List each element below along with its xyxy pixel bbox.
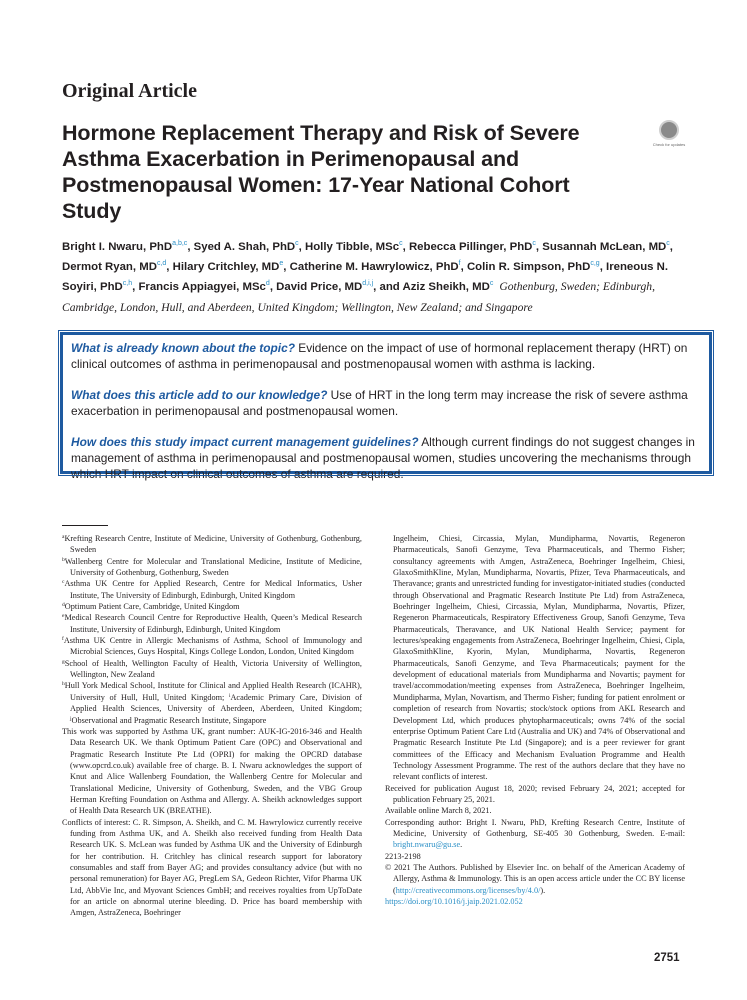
affiliation-text: Optimum Patient Care, Cambridge, United Kingdom (64, 602, 240, 612)
affiliation-text: Hull York Medical School, Institute for Clinical and Applied Health Research (ICAHR), University of Hull, Hull, United Kingdom; (64, 681, 362, 702)
check-for-updates-badge[interactable] (652, 120, 686, 150)
author-name: Catherine M. Hawrylowicz, PhD (289, 260, 459, 273)
footnotes-left-column (62, 533, 362, 919)
copyright-end: ). (540, 885, 546, 895)
author-affiliation-marker[interactable]: e (279, 259, 284, 267)
highlight-question: What does this article add to our knowledge? (71, 388, 328, 403)
author-affiliation-marker[interactable]: c (295, 240, 299, 247)
badge-label: Check for updates (652, 142, 686, 147)
copyright (385, 862, 685, 896)
highlights-box (60, 332, 712, 481)
affiliation-text: Krefting Research Centre, Institute of Medicine, University of Gothenburg, Gothenburg, Sweden (64, 534, 362, 555)
section-label: Original Article (62, 80, 197, 102)
affiliation-text: Asthma UK Centre in Allergic Mechanisms of Asthma, School of Immunology and Microbial Sciences, Guys Hospital, Kings College London, London, United Kingdom (63, 636, 362, 657)
available-online: Available online March 8, 2021. (385, 806, 492, 816)
author-separator: , (298, 241, 305, 253)
author-name: Holly Tibble, MSc (304, 241, 400, 253)
author-locations: Gothenburg, Sweden; Edinburgh, Cambridge, London, Hull, and Aberdeen, United Kingdom; Wellington, New Zealand; and Singapore (62, 280, 655, 314)
highlight-1 (71, 341, 701, 373)
article-title: Hormone Replacement Therapy and Risk of Severe Asthma Exacerbation in Perimenopausal and Postmenopausal Women: 17-Year National Cohort Study (62, 121, 580, 223)
affiliation-g (62, 658, 362, 681)
affiliation-text: Asthma UK Centre for Applied Research, Centre for Medical Informatics, Usher Institute, The University of Edinburgh, Edinburgh, United Kingdom (64, 579, 362, 600)
author-affiliation-marker[interactable]: a,b,c (172, 240, 188, 247)
page-number: 2751 (654, 952, 680, 964)
footnote-divider (62, 525, 108, 526)
author-affiliation-marker[interactable]: c (666, 240, 670, 247)
affiliation-marker: i (228, 692, 231, 699)
author-affiliation-marker[interactable]: c,d (156, 259, 167, 267)
author-separator: , (460, 260, 467, 273)
affiliation-e (62, 612, 362, 635)
affiliation-c (62, 578, 362, 601)
affiliation-b (62, 556, 362, 579)
affiliation-text: Medical Research Council Centre for Reproductive Health, Queen’s Medical Research Institute, University of Edinburgh, Edinburgh, United Kingdom (64, 613, 362, 634)
author-separator: , (283, 260, 290, 273)
footnotes-right-column (385, 533, 685, 907)
doi-link[interactable]: https://doi.org/10.1016/j.jaip.2021.02.052 (385, 897, 523, 906)
author-name: Ireneous N. Soyiri, PhD (62, 260, 669, 293)
affiliation-marker: f (62, 636, 64, 643)
author-separator: , (669, 241, 673, 253)
email-link[interactable]: bright.nwaru@gu.se (393, 840, 461, 850)
highlight-answer: Use of HRT in the long term may increase the risk of severe asthma exacerbation in perimenopausal and postmenopausal women. (71, 388, 688, 418)
affiliation-a (62, 533, 362, 556)
highlight-question: How does this study impact current management guidelines? (71, 435, 419, 450)
author-name: Rebecca Pillinger, PhD (408, 241, 533, 253)
author-name: David Price, MD (276, 281, 363, 293)
affiliation-marker: c (62, 579, 65, 586)
author-name: Bright I. Nwaru, PhD (62, 241, 173, 253)
author-name: Aziz Sheikh, MD (402, 281, 490, 293)
affiliation-marker: a (62, 534, 65, 540)
author-affiliation-marker[interactable]: c,h (122, 280, 133, 287)
affiliation-marker: j (70, 715, 72, 722)
author-affiliation-marker[interactable]: c,g (590, 259, 600, 267)
author-name: Colin R. Simpson, PhD (466, 260, 591, 273)
affiliation-text: Wallenberg Centre for Molecular and Translational Medicine, Institute of Medicine, University of Gothenburg, Gothenburg, Sweden (64, 556, 362, 578)
author-affiliation-marker[interactable]: c (399, 240, 403, 247)
affiliation-f (62, 635, 362, 658)
affiliation-text: School of Health, Wellington Faculty of Health, Victoria University of Wellington, Wellington, New Zealand (64, 658, 362, 680)
check-for-updates-icon (659, 120, 679, 140)
issn: 2213-2198 (385, 851, 421, 861)
author-separator: , (535, 241, 543, 253)
funding-note: This work was supported by Asthma UK, grant number: AUK-IG-2016-346 and Health Data Research UK. We thank Optimum Patient Care (OPC) and Observational and Pragmatic Research Institute Pte Ltd (OPRI) for making the OPCRD database (www.opcrd.co.uk) available free of charge. B. I. Nwaru acknowledges the support of Knut and Alice Wallenberg Foundation, the Wallenberg Centre for Molecular and Translational Medicine, University of Gothenburg, Sweden, and the VBG Group Herman Krefting Foundation on Asthma and Allergy. A. Sheikh acknowledges support of Health Data Research UK (BREATHE). (62, 726, 362, 816)
author-affiliation-marker[interactable]: c (532, 240, 536, 247)
highlight-question: What is already known about the topic? (71, 341, 295, 355)
corresponding-author: Corresponding author: Bright I. Nwaru, PhD, Krefting Research Centre, Institute of Medicine, University of Gothenburg, SE-405 30 Gothenburg, Sweden. E-mail: bright.nwaru@gu.se. (385, 817, 685, 850)
affiliation-h (62, 680, 362, 725)
author-separator: , (166, 260, 173, 273)
author-affiliation-marker[interactable]: d,i,j (362, 280, 374, 287)
affiliation-text: Observational and Pragmatic Research Institute, Singapore (71, 715, 267, 725)
author-name: Francis Appiagyei, MSc (138, 281, 266, 293)
author-name: Syed A. Shah, PhD (193, 241, 296, 253)
license-link[interactable]: http://creativecommons.org/licenses/by/4.0/ (395, 885, 541, 895)
author-affiliation-marker[interactable]: c (489, 280, 494, 287)
author-list (62, 238, 702, 318)
author-separator: , (269, 281, 277, 293)
highlight-answer: Evidence on the impact of use of hormonal replacement therapy (HRT) on clinical outcomes of asthma in perimenopausal and postmenopausal women with asthma is lacking. (71, 341, 688, 371)
corresponding-text: Corresponding author: Bright I. Nwaru, PhD, Krefting Research Centre, Institute of Medicine, University of Gothenburg, SE-405 30 Gothenburg, Sweden. E-mail: (385, 817, 685, 838)
author-separator: , and (373, 281, 403, 293)
affiliation-marker: h (62, 681, 65, 688)
conflicts-note: Conflicts of interest: C. R. Simpson, A. Sheikh, and C. M. Hawrylowicz currently receive funding from Asthma UK, and A. Sheikh also received funding from Health Data Research UK. S. McLean was funded by Asthma UK and the University of Edinburgh for her contribution. H. Critchley has clinical research support for laboratory consumables and staff from Bayer AG; and provides consultancy advice (but with no personal remuneration) for Bayer AG, PregLem SA, Gedeon Richter, Vifor Pharma UK Ltd, AbbVie Inc, and Myovant Sciences GmbH; and receives royalties from UpToDate for an article on abnormal uterine bleeding. D. Price has board membership with Amgen, AstraZeneca, Boehringer (62, 817, 362, 918)
author-separator: , (599, 260, 607, 273)
highlight-answer: Although current findings do not suggest changes in management of asthma in perimenopausal and postmenopausal women, studies uncovering the mechanisms through which HRT impact on clinical outcomes of asthma are required. (71, 435, 695, 481)
author-affiliation-marker[interactable]: f (458, 259, 461, 267)
conflicts-note-continued: Ingelheim, Chiesi, Circassia, Mylan, Mundipharma, Novartis, Regeneron Pharmaceuticals, Sanofi Genzyme, Teva Pharmaceuticals, and Thermo Fisher; consultancy agreements with Amgen, AstraZeneca, Boehringer Ingelheim, Chiesi, GlaxoSmithKline, Mylan, Mundipharma, Novartis, Pfizer, Teva Pharmaceuticals, and Theravance; grants and unrestricted funding for investigator-initiated studies (conducted through Observational and Pragmatic Research Institute Pte Ltd) from AstraZeneca, Boehringer Ingelheim, Chiesi, Circassia, Mylan, Mundipharma, Novartis, Pfizer, Regeneron Pharmaceuticals, Respiratory Effectiveness Group, Sanofi Genzyme, Teva Pharmaceuticals, Theravance, and UK National Health Service; payment for lectures/speaking engagements from AstraZeneca, Boehringer Ingelheim, Chiesi, Cipla, GlaxoSmithKline, Kyorin, Mylan, Mundipharma, Novartis, Regeneron Pharmaceuticals, Sanofi Genzyme, and Teva Pharmaceuticals; payment for the development of educational materials from Mundipharma and Novartis; payment for travel/accommodation/meeting expenses from AstraZeneca, Boehringer Ingelheim, Mundipharma, Mylan, Novartism, and Thermo Fisher; funding for patient enrolment or completion of research from Novartis; stock/stock options from AKL Research and Development Ltd, which produces phytopharmaceuticals; owns 74% of the social enterprise Optimum Patient Care Ltd (Australia and UK) and 74% of Observational and Pragmatic Research Institute Pte Ltd (Singapore); and is a peer reviewer for grant committees of the Efficacy and Mechanism Evaluation Programme and Health Technology Assessment Programme. The rest of the authors declare that they have no relevant conflicts of interest. (393, 534, 685, 782)
highlight-3 (71, 435, 701, 482)
highlight-2 (71, 388, 701, 420)
affiliation-marker: d (62, 602, 65, 609)
affiliation-marker: e (62, 613, 65, 620)
author-separator: , (132, 281, 139, 293)
affiliation-marker: g (62, 658, 65, 665)
copyright-text: © 2021 The Authors. Published by Elsevier Inc. on behalf of the American Academy of Allergy, Asthma & Immunology. This is an open access article under the CC BY license ( (385, 862, 685, 895)
author-name: Dermot Ryan, MD (62, 260, 157, 273)
affiliation-marker: b (62, 556, 65, 563)
author-name: Susannah McLean, MD (542, 241, 667, 253)
author-affiliation-marker[interactable]: d (265, 280, 270, 287)
affiliation-text: Academic Primary Care, Division of Applied Health Sciences, University of Aberdeen, Aberdeen, United Kingdom; (70, 692, 362, 714)
author-separator: , (402, 241, 409, 253)
received-dates: Received for publication August 18, 2020; revised February 24, 2021; accepted for publication February 25, 2021. (385, 783, 685, 804)
author-separator: , (187, 241, 194, 253)
author-name: Hilary Critchley, MD (172, 260, 280, 273)
affiliation-d (62, 601, 362, 612)
